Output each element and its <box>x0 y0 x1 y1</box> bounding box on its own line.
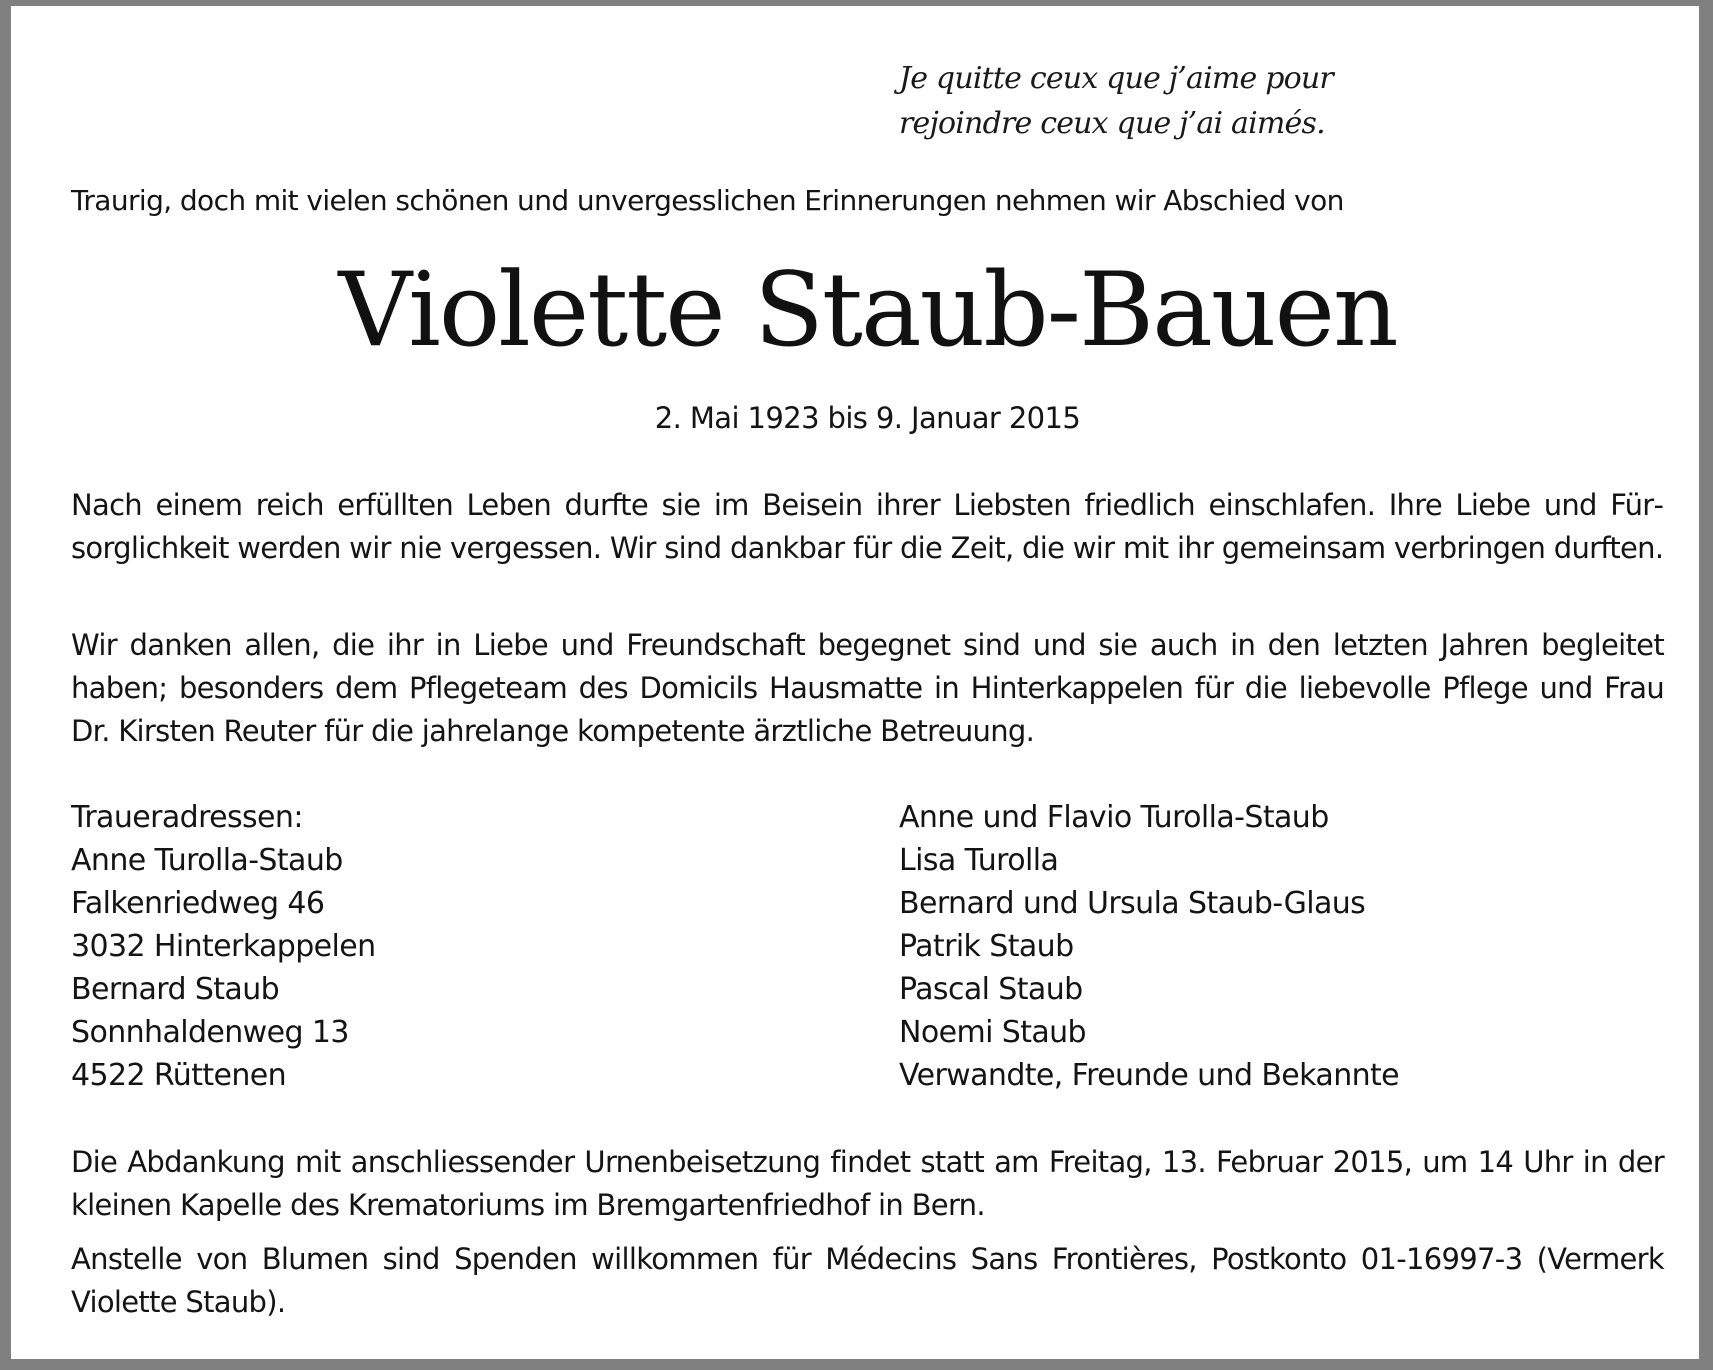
address-line: Anne Turolla-Staub <box>71 843 343 878</box>
address-line: Bernard Staub <box>71 972 280 1007</box>
paragraph-life: Nach einem reich erfüllten Leben durfte sie im Beisein ihrer Liebsten friedlich einschlafen. Ihre Liebe und Fürsorglichkeit werden wir nie vergessen. Wir sind dankbar für die Zeit, die wir mit ihr gemeinsam verbringen durften. <box>71 488 1664 565</box>
address-line: 4522 Rüttenen <box>71 1058 287 1093</box>
motto-quote <box>899 56 1333 146</box>
mourner-name: Bernard und Ursula Staub-Glaus <box>899 886 1366 921</box>
intro-text: Traurig, doch mit vielen schönen und unvergesslichen Erinnerungen nehmen wir Abschied von <box>71 184 1344 217</box>
address-line: Falkenriedweg 46 <box>71 886 325 921</box>
address-line: Sonnhaldenweg 13 <box>71 1015 349 1050</box>
mourner-name: Anne und Flavio Turolla-Staub <box>899 800 1329 835</box>
life-dates: 2. Mai 1923 bis 9. Januar 2015 <box>654 401 1081 435</box>
motto-line-1: Je quitte ceux que j’aime pour <box>899 61 1333 96</box>
mourners-list <box>899 796 1399 1097</box>
mourner-name: Pascal Staub <box>899 972 1083 1007</box>
address-line: 3032 Hinterkappelen <box>71 929 376 964</box>
mourner-name: Noemi Staub <box>899 1015 1086 1050</box>
donation-notice: Anstelle von Blumen sind Spenden willkommen für Médecins Sans Frontières, Postkonto 01-16997-3 (Vermerk Violette Staub). <box>71 1242 1664 1319</box>
ceremony-notice: Die Abdankung mit anschliessender Urnenbeisetzung findet statt am Freitag, 13. Februar 2015, um 14 Uhr in der kleinen Kapelle des Krematoriums im Bremgartenfriedhof in Bern. <box>71 1145 1664 1222</box>
addresses-heading: Traueradressen: <box>71 800 303 835</box>
mourner-name: Patrik Staub <box>899 929 1074 964</box>
mourner-name: Lisa Turolla <box>899 843 1059 878</box>
mourner-name: Verwandte, Freunde und Bekannte <box>899 1058 1400 1093</box>
mourning-addresses <box>71 796 376 1097</box>
deceased-name: Violette Staub-Bauen <box>338 251 1397 370</box>
paragraph-thanks: Wir danken allen, die ihr in Liebe und Freundschaft begegnet sind und sie auch in den letzten Jahren begleitet haben; besonders dem Pflegeteam des Domicils Hausmatte in Hinterkappelen für die liebevolle Pflege und Frau Dr. Kirsten Reuter für die jahrelange kompetente ärztliche Betreuung. <box>71 628 1664 748</box>
motto-line-2: rejoindre ceux que j’ai aimés. <box>899 106 1325 141</box>
